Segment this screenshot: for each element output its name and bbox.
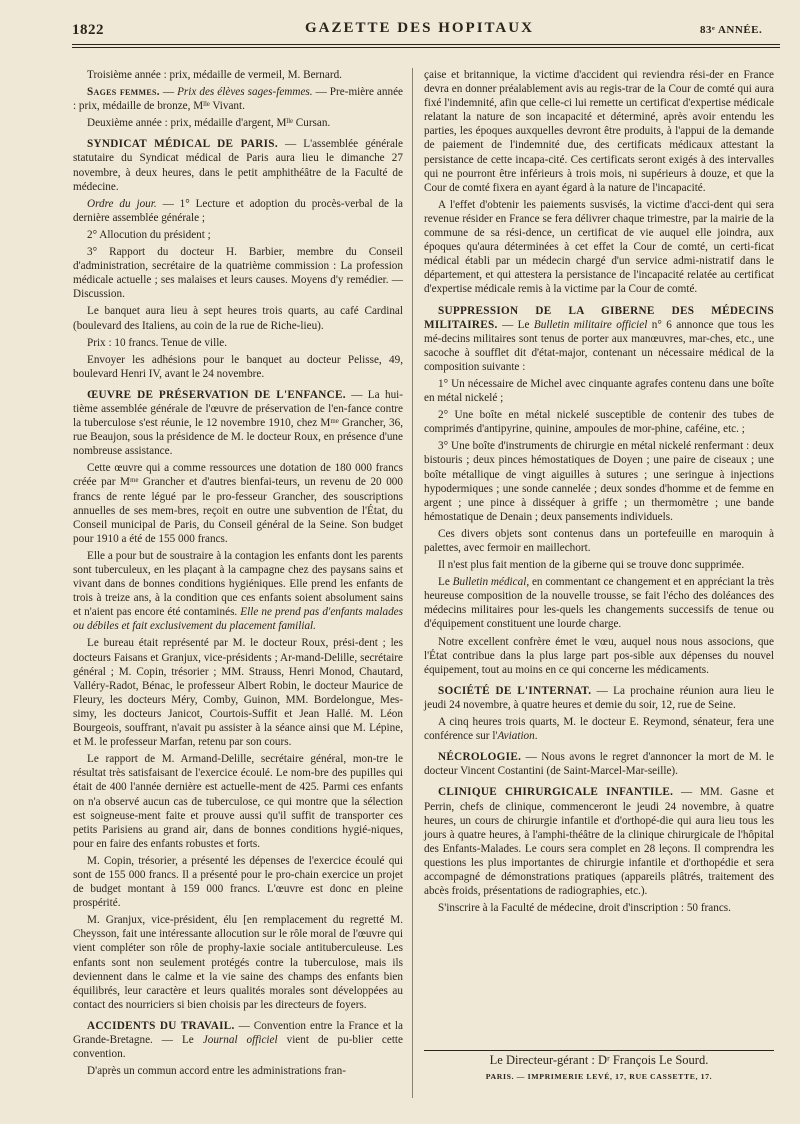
- paragraph: [73, 137, 403, 193]
- text: — MM. Gasne et Perrin, chefs de clinique, commenceront le jeudi 24 novembre, à quatre heures, un cours de chirurgie infantile et d'orthopé-die qui aura lieu tous les jours à quatre heures, à l'amphi-théâtre de la clinique chirurgicale de l'hôpital des Enfants-Malades. Le cours sera complet en 28 leçons. Il comprendra les questions les plus importantes de chirurgie infantile et d'orthopédie et sera accompagné de démonstrations pratiques (appareils plâtrés, traitement des abcès froids, présentations de radiographies, etc.).: [424, 786, 774, 898]
- text: A cinq heures trois quarts, M. le docteur E. Reymond, sénateur, fera une conférence sur l': [424, 716, 774, 743]
- text: — Pre-mière année : prix, médaille de bronze, Mˡˡᵉ Vivant.: [73, 86, 404, 113]
- paragraph: Envoyer les adhésions pour le banquet au docteur Pelisse, 49, boulevard Henri IV, avant le 24 novembre.: [73, 353, 403, 380]
- paragraph: M. Copin, trésorier, a présenté les dépenses de l'exercice écoulé qui sont de 155 000 francs. Il a présenté pour le pro-chain exercice un projet de budget montant à 159 000 francs. L'œuvre est donc en pleine prospérité.: [73, 854, 403, 910]
- paragraph: Cette œuvre qui a comme ressources une dotation de 180 000 francs créée par Mᵐᵉ Grancher et d'autres bienfai-teurs, un revenu de 20 000 francs de rente légué par le pro-fesseur Grancher, des souscriptions annuelles de ses mem-bres, reçoit en outre une subvention de l'État, du Conseil municipal de Paris, du Conseil général de la Seine. Son budget pour 1910 a été de 155 000 francs.: [73, 462, 403, 545]
- italic-text: Journal officiel: [202, 1034, 278, 1046]
- paragraph: 2° Allocution du président ;: [87, 228, 211, 241]
- italic-text: Bulletin médical: [452, 576, 527, 589]
- italic-text: Ordre du jour.: [87, 197, 157, 210]
- paragraph: D'après un commun accord entre les administrations fran-: [87, 1065, 346, 1078]
- paragraph: M. Granjux, vice-président, élu [en remplacement du regretté M. Cheysson, fait une intéressante allocution sur le rôle moral de l'œuvre qui vient compléter son rôle de prophy-laxie sociale antituberculeuse. Les enfants sont non seulement protégés contre la tuberculose, mais ils deviennent dans le calme et la vie saine des champs des enfants bien équilibrés, leur caractère et leurs qualités morales sont développées au contact des nourriciers si bien choisis par les directeurs de foyers.: [73, 914, 403, 1011]
- paragraph: Sages femmes. — Prix des élèves sages-femmes. — Pre-mière année : prix, médaille de bronze, Mˡˡᵉ Vivant.: [73, 86, 404, 113]
- paragraph: Troisième année : prix, médaille de vermeil, M. Bernard.: [87, 69, 342, 81]
- text: .: [534, 730, 538, 743]
- gerant-line: Le Directeur-gérant : Dʳ François Le Sourd.: [489, 1053, 709, 1067]
- paragraph: Ces divers objets sont contenus dans un portefeuille en maroquin à palettes, avec fermoir en maillechort.: [424, 527, 774, 554]
- section-heading: SOCIÉTÉ DE L'INTERNAT.: [438, 684, 592, 697]
- paragraph: [73, 549, 403, 634]
- paragraph: [424, 684, 774, 712]
- gerant-rule: [424, 1050, 774, 1051]
- header-rule-top: [72, 44, 780, 45]
- italic-text: Prix des élèves sages-femmes.: [177, 86, 313, 99]
- paragraph: Le banquet aura lieu à sept heures trois quarts, au café Cardinal (boulevard des Italiens, au coin de la rue de Riche-lieu).: [73, 305, 403, 332]
- text: — L'assemblée générale statutaire du Syndicat médical de Paris aura lieu le dimanche 27 novembre, à deux heures, dans le petit amphithéâtre de la Faculté de médecine.: [73, 138, 403, 193]
- left-column: [73, 68, 403, 1081]
- paragraph: A l'effet d'obtenir les paiements susvisés, la victime d'acci-dent qui sera revenue résider en France se fera délivrer chaque trimestre, par la mairie de la commune de sa rési-dence, un certificat de vie auquel elle joindra, aux époques qu'aura déterminées à cet effet la Cour de comté, un certi-ficat médical établi par un médecin chargé d'un service admi-nistratif dans le département, et qui attestera la persistance de l'incapacité relatée au certificat d'expertise médicale remis à la victime par la Cour de comté.: [424, 198, 774, 296]
- paragraph: [73, 388, 403, 458]
- section-heading: CLINIQUE CHIRURGICALE INFANTILE.: [438, 786, 674, 799]
- text: — Le: [497, 318, 534, 331]
- paragraph: [424, 575, 774, 631]
- paragraph: Notre excellent confrère émet le vœu, auquel nous nous associons, que l'État contribue dans la plus large part pos-sible aux dépenses du nouvel équipement, tout au moins en ce qui concerne les médicaments.: [424, 635, 774, 676]
- paragraph: 3° Une boîte d'instruments de chirurgie en métal nickelé renfermant : deux bistouris ; deux pinces hémostatiques de Doyen ; une paire de ciseaux ; une boîte métallique de vingt aiguilles à sutures ; une seringue à injections hypodermiques ; une sonde cannelée ; deux sondes d'homme et de femme en argent ; une pince à disséquer à griffe ; un thermomètre ; une bande hémostatique de Denain ; deux pansements individuels.: [424, 440, 774, 523]
- italic-text: Bulletin militaire officiel: [533, 318, 648, 331]
- section-heading: Sages femmes.: [87, 86, 160, 99]
- journal-title: GAZETTE DES HOPITAUX: [305, 20, 534, 36]
- text: — Nous avons le regret d'annoncer la mort de M. le docteur Vincent Costantini (de Saint-Marcel-Mar-seille).: [424, 751, 774, 778]
- section-heading: ACCIDENTS DU TRAVAIL.: [87, 1019, 235, 1032]
- year-label: 83ᵉ ANNÉE.: [700, 24, 763, 36]
- paragraph: çaise et britannique, la victime d'accident qui reviendra rési-der en France devra en donner préalablement avis au regis-trar de la Cour de comté qui aura fixé l'indemnité, afin que celle-ci lui remette un certificat d'expertise médicale relatant la nature de son incapacité et déterminé, après avoir entendu les parties, les époques auxquelles devront être produits, à l'appui de la demande de paiement de l'indemnité due, des certificats médicaux attestant la persistance de cette incapa-cité. Ces certificats seront exigés à des intervalles qui ne pourront être inférieurs à trois mois, ni supérieurs à douze, et que la Cour de comté fixera en ayant égard à la nature de l'incapacité.: [424, 69, 774, 194]
- text: n° 6 annonce que tous les mé-decins militaires sont tenus de porter aux manœuvres, mar-ches, etc., une sacoche à soufflet dit d'état-major, contenant un nécessaire médical de la composition suivante :: [424, 318, 774, 373]
- page-number: 1822: [72, 22, 104, 38]
- text: Elle a pour but de soustraire à la contagion les enfants dont les parents sont tuberculeux, en les plaçant à la campagne chez des paysans sains et vivant dans de bonnes conditions hygiéniques. Elle prend les enfants de trois à treize ans, à la condition que ces enfants soient absolument sains et n'aient pas encore été contaminés.: [73, 549, 403, 619]
- paragraph: Le bureau était représenté par M. le docteur Roux, prési-dent ; les docteurs Faisans et Granjux, vice-présidents ; Ar-mand-Delille, secrétaire général ; M. Copin, trésorier ; MM. Strauss, Henri Monod, Chautard, Valléry-Radot, Bénac, le professeur Albert Robin, le docteur Maurice de Fleury, les docteurs Méry, Comby, Guinon, MM. Bordelongue, Mes-simy, les docteurs Janicot, Courtois-Suffit et Jean Hallé. M. Léon Bourgeois, souffrant, n'avait pu assister à la séance ainsi que M. Lépine, et M. le professeur Marfan, retenu par son cours.: [73, 637, 403, 749]
- right-column: [424, 68, 774, 918]
- paragraph: [424, 715, 774, 743]
- text: — La hui-tième assemblée générale de l'œuvre de préservation de l'en-fance contre la tuberculose s'est réunie, le 12 novembre 1910, chez Mᵐᵉ Grancher, 36, rue Beaujon, sous la présidence de M. le docteur Roux, en présence d'une nombreuse assistance.: [73, 388, 403, 458]
- paragraph: 2° Une boîte en métal nickelé susceptible de contenir des tubes de comprimés d'antipyrine, quinine, ampoules de mor-phine, caféine, etc. ;: [424, 409, 774, 436]
- text: , en commentant ce changement et en appréciant la très heureuse composition de la nouvelle trousse, se fait l'écho des doléances des médecins militaires pour les-quels les changements successifs de tenue ou d'équipement constituent une lourde charge.: [424, 576, 774, 631]
- text: vient de pu-blier cette convention.: [73, 1034, 404, 1061]
- italic-text: Elle ne prend pas d'enfants malades ou débiles et fait exclusivement du placement familial.: [73, 606, 403, 633]
- paragraph: [424, 785, 774, 898]
- printer-line: PARIS. — IMPRIMERIE LEVÉ, 17, RUE CASSETTE, 17.: [485, 1072, 713, 1081]
- paragraph: [73, 197, 403, 225]
- section-heading: SYNDICAT MÉDICAL DE PARIS.: [87, 138, 278, 151]
- column-divider: [412, 68, 413, 1098]
- paragraph: 1° Un nécessaire de Michel avec cinquante agrafes contenu dans une boîte en métal nickelé ;: [424, 377, 774, 405]
- gerant-block: [424, 1050, 774, 1068]
- section-heading: SUPPRESSION DE LA GIBERNE DES MÉDECINS MILITAIRES.: [424, 304, 774, 331]
- header-rule-bottom: [72, 47, 780, 48]
- section-heading: ŒUVRE DE PRÉSERVATION DE L'ENFANCE.: [87, 388, 346, 401]
- italic-text: Aviation: [497, 730, 535, 743]
- paragraph: Prix : 10 francs. Tenue de ville.: [87, 336, 228, 349]
- paragraph: [424, 750, 774, 778]
- paragraph: 3° Rapport du docteur H. Barbier, membre du Conseil d'administration, secrétaire de la quatrième commission : La profession médicale actuelle ; ses malaises et leurs causes. Moyens d'y remédier. — Discussion.: [73, 246, 403, 301]
- paragraph: S'inscrire à la Faculté de médecine, droit d'inscription : 50 francs.: [438, 902, 731, 915]
- paragraph: Il n'est plus fait mention de la giberne qui se trouve donc supprimée.: [438, 559, 745, 572]
- paragraph: Le rapport de M. Armand-Delille, secrétaire général, mon-tre le résultat très satisfaisant de l'exercice écoulé. Le nom-bre des pupilles qui était de 400 l'année dernière est actuelle-ment de 425. Parmi ces enfants on n'a observé aucun cas de tuberculose, ce qui montre que la sélection est soigneuse-ment faite et prouve aussi qu'il suffit de transporter ces petits Parisiens au grand air, dans de bonnes conditions hygié-niques, pour en faire des enfants robustes et forts.: [73, 753, 403, 850]
- text: — 1° Lecture et adoption du procès-verbal de la dernière assemblée générale ;: [73, 197, 403, 224]
- text: Le: [438, 576, 453, 589]
- section-heading: NÉCROLOGIE.: [438, 751, 522, 764]
- paragraph: Deuxième année : prix, médaille d'argent, Mˡˡᵉ Cursan.: [87, 117, 331, 130]
- text: — La prochaine réunion aura lieu le jeudi 24 novembre, à quatre heures et demie du soir, 12, rue de Seine.: [424, 684, 774, 711]
- paragraph: [424, 304, 774, 374]
- text: — Convention entre la France et la Grande-Bretagne. — Le: [73, 1019, 403, 1046]
- paragraph: [73, 1019, 403, 1061]
